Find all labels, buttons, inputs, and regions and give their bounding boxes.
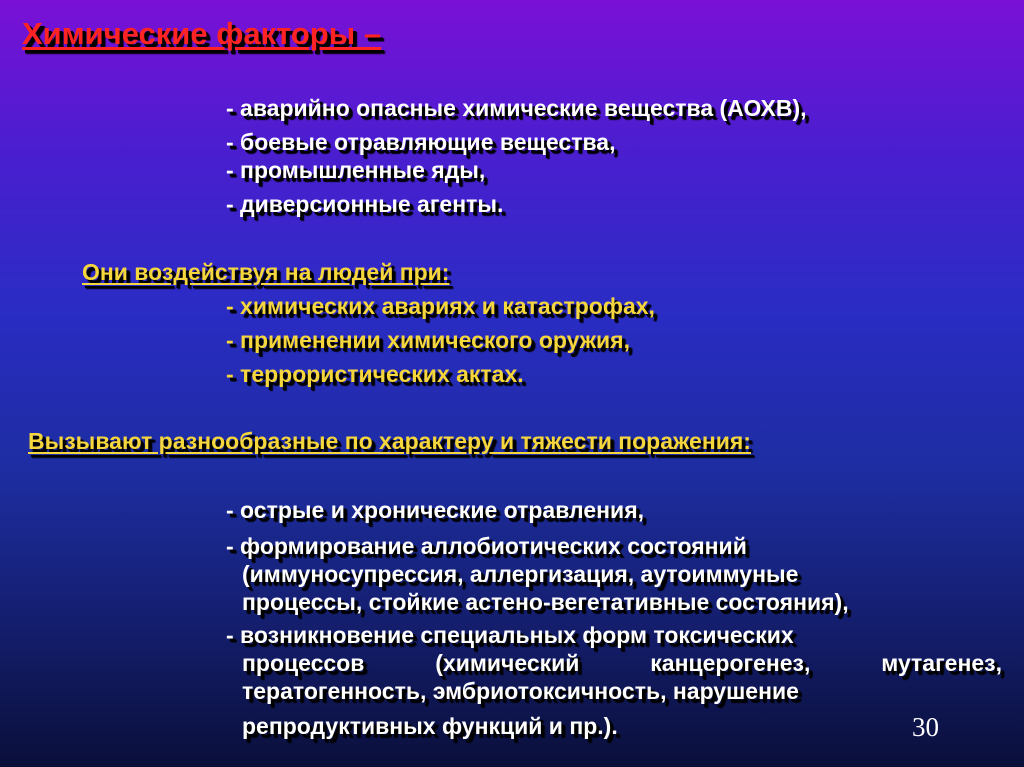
list-item: - промышленные яды, bbox=[226, 157, 486, 183]
list-item: - химических авариях и катастрофах, bbox=[226, 293, 655, 319]
exposure-heading: Они воздействуя на людей при: bbox=[82, 259, 450, 285]
list-item: - аварийно опасные химические вещества (АОХВ), bbox=[226, 95, 807, 121]
justified-line bbox=[242, 650, 1002, 677]
slide-title: Химические факторы – bbox=[22, 16, 382, 51]
list-item: - возникновение специальных форм токсических bbox=[226, 622, 794, 648]
effects-heading: Вызывают разнообразные по характеру и тяжести поражения: bbox=[28, 428, 751, 454]
list-item: - террористических актах. bbox=[226, 361, 524, 387]
list-item: репродуктивных функций и пр.). bbox=[242, 713, 618, 739]
list-item: процессы, стойкие астено-вегетативные состояния), bbox=[242, 589, 849, 615]
list-item: - формирование аллобиотических состояний bbox=[226, 533, 747, 559]
word: (химический bbox=[435, 650, 580, 676]
list-item: - применении химического оружия, bbox=[226, 327, 630, 353]
list-item: - боевые отравляющие вещества, bbox=[226, 129, 616, 155]
page-number: 30 bbox=[912, 712, 939, 742]
list-item: - острые и хронические отравления, bbox=[226, 497, 644, 523]
list-item: - диверсионные агенты. bbox=[226, 191, 504, 217]
list-item: тератогенность, эмбриотоксичность, нарушение bbox=[242, 678, 799, 704]
word: мутагенез, bbox=[881, 650, 1002, 676]
word: канцерогенез, bbox=[650, 650, 811, 676]
word: процессов bbox=[242, 650, 365, 676]
list-item: (иммуносупрессия, аллергизация, аутоиммуные bbox=[242, 561, 799, 587]
